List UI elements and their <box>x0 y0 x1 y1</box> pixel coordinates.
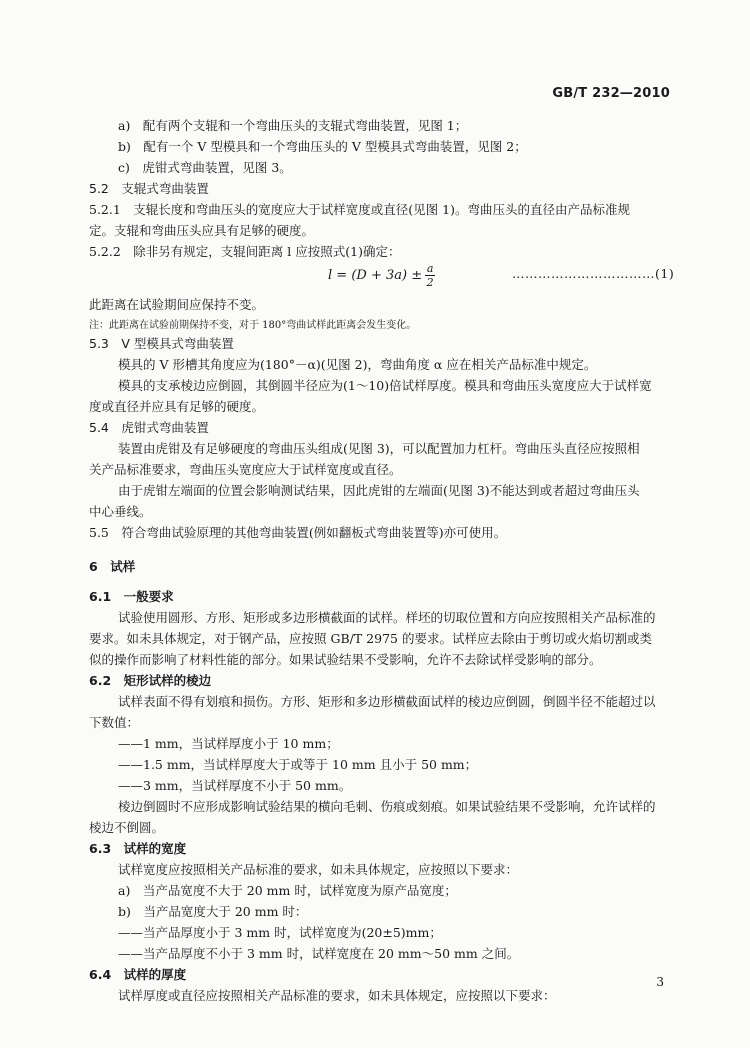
paragraph-cont: 要求。如未具体规定，对于钢产品，应按照 GB/T 2975 的要求。试样应去除由于剪切或火焰切割或类 <box>89 631 652 646</box>
list-item-c: c) 虎钳式弯曲装置，见图 3。 <box>118 160 292 175</box>
fraction-numerator: a <box>426 262 434 275</box>
chapter-heading-6: 6 试样 <box>89 559 136 574</box>
section-heading-5-4: 5.4 虎钳式弯曲装置 <box>89 420 209 435</box>
dash-item: ——3 mm，当试样厚度不小于 50 mm。 <box>118 778 352 793</box>
section-heading-5-3: 5.3 V 型模具式弯曲装置 <box>89 336 234 351</box>
formula-reference: ……………………………(1) <box>512 266 675 281</box>
formula-fraction <box>425 263 435 288</box>
paragraph: 此距离在试验期间应保持不变。 <box>89 297 265 312</box>
paragraph: 模具的 V 形槽其角度应为(180°－α)(见图 2)，弯曲角度 α 应在相关产品标准中规定。 <box>118 357 597 372</box>
paragraph: 模具的支承棱边应倒圆，其倒圆半径应为(1～10)倍试样厚度。模具和弯曲压头宽度应大于试样宽 <box>118 378 652 393</box>
list-item-b: b) 当产品宽度大于 20 mm 时： <box>118 904 308 919</box>
section-heading-6-1: 6.1 一般要求 <box>89 589 174 604</box>
page-number: 3 <box>656 975 664 989</box>
paragraph: 装置由虎钳及有足够硬度的弯曲压头组成(见图 3)，可以配置加力杠杆。弯曲压头直径应按照相 <box>118 441 640 456</box>
list-item-b: b) 配有一个 V 型模具和一个弯曲压头的 V 型模具式弯曲装置，见图 2； <box>118 139 527 154</box>
clause-5-2-1: 5.2.1 支辊长度和弯曲压头的宽度应大于试样宽度或直径(见图 1)。弯曲压头的直径由产品标准规 <box>89 202 630 217</box>
paragraph: 试验使用圆形、方形、矩形或多边形横截面的试样。样坯的切取位置和方向应按照相关产品标准的 <box>118 610 656 625</box>
paragraph: 试样宽度应按照相关产品标准的要求，如未具体规定，应按照以下要求： <box>118 862 519 877</box>
paragraph-cont: 似的操作而影响了材料性能的部分。如果试验结果不受影响，允许不去除试样受影响的部分。 <box>89 652 602 667</box>
fraction-denominator: 2 <box>426 276 434 289</box>
paragraph-cont: 度或直径并应具有足够的硬度。 <box>89 399 265 414</box>
standard-number: GB/T 232—2010 <box>552 86 670 101</box>
section-heading-6-3: 6.3 试样的宽度 <box>89 841 187 856</box>
clause-5-5: 5.5 符合弯曲试验原理的其他弯曲装置(例如翻板式弯曲装置等)亦可使用。 <box>89 525 507 540</box>
dash-item: ——1.5 mm，当试样厚度大于或等于 10 mm 且小于 50 mm； <box>118 757 478 772</box>
paragraph-cont: 棱边不倒圆。 <box>89 820 165 835</box>
section-heading-6-4: 6.4 试样的厚度 <box>89 967 187 982</box>
section-heading-6-2: 6.2 矩形试样的棱边 <box>89 673 212 688</box>
dash-item: ——1 mm，当试样厚度小于 10 mm； <box>118 736 339 751</box>
formula-1 <box>328 263 435 288</box>
paragraph: 试样厚度或直径应按照相关产品标准的要求，如未具体规定，应按照以下要求： <box>118 988 556 1003</box>
clause-5-2-1-cont: 定。支辊和弯曲压头应具有足够的硬度。 <box>89 223 315 238</box>
list-item-a: a) 当产品宽度不大于 20 mm 时，试样宽度为原产品宽度； <box>118 883 457 898</box>
list-item-a: a) 配有两个支辊和一个弯曲压头的支辊式弯曲装置，见图 1； <box>118 118 468 133</box>
paragraph: 棱边倒圆时不应形成影响试验结果的横向毛刺、伤痕或刻痕。如果试验结果不受影响，允许试样的 <box>118 799 656 814</box>
dash-item: ——当产品厚度不小于 3 mm 时，试样宽度在 20 mm～50 mm 之间。 <box>118 946 520 961</box>
formula-lhs: l = (D + 3a) ± <box>328 268 423 283</box>
paragraph: 试样表面不得有划痕和损伤。方形、矩形和多边形横截面试样的棱边应倒圆，倒圆半径不能超过以 <box>118 694 656 709</box>
paragraph-cont: 关产品标准要求，弯曲压头宽度应大于试样宽度或直径。 <box>89 462 402 477</box>
clause-5-2-2: 5.2.2 除非另有规定，支辊间距离 l 应按照式(1)确定： <box>89 244 401 259</box>
section-heading-5-2: 5.2 支辊式弯曲装置 <box>89 181 209 196</box>
dash-item: ——当产品厚度小于 3 mm 时，试样宽度为(20±5)mm； <box>118 925 442 940</box>
note: 注：此距离在试验前期保持不变，对于 180°弯曲试样此距离会发生变化。 <box>89 320 417 331</box>
paragraph-cont: 下数值： <box>89 715 140 730</box>
paragraph-cont: 中心垂线。 <box>89 504 152 519</box>
paragraph: 由于虎钳左端面的位置会影响测试结果，因此虎钳的左端面(见图 3)不能达到或者超过弯曲压头 <box>118 483 640 498</box>
